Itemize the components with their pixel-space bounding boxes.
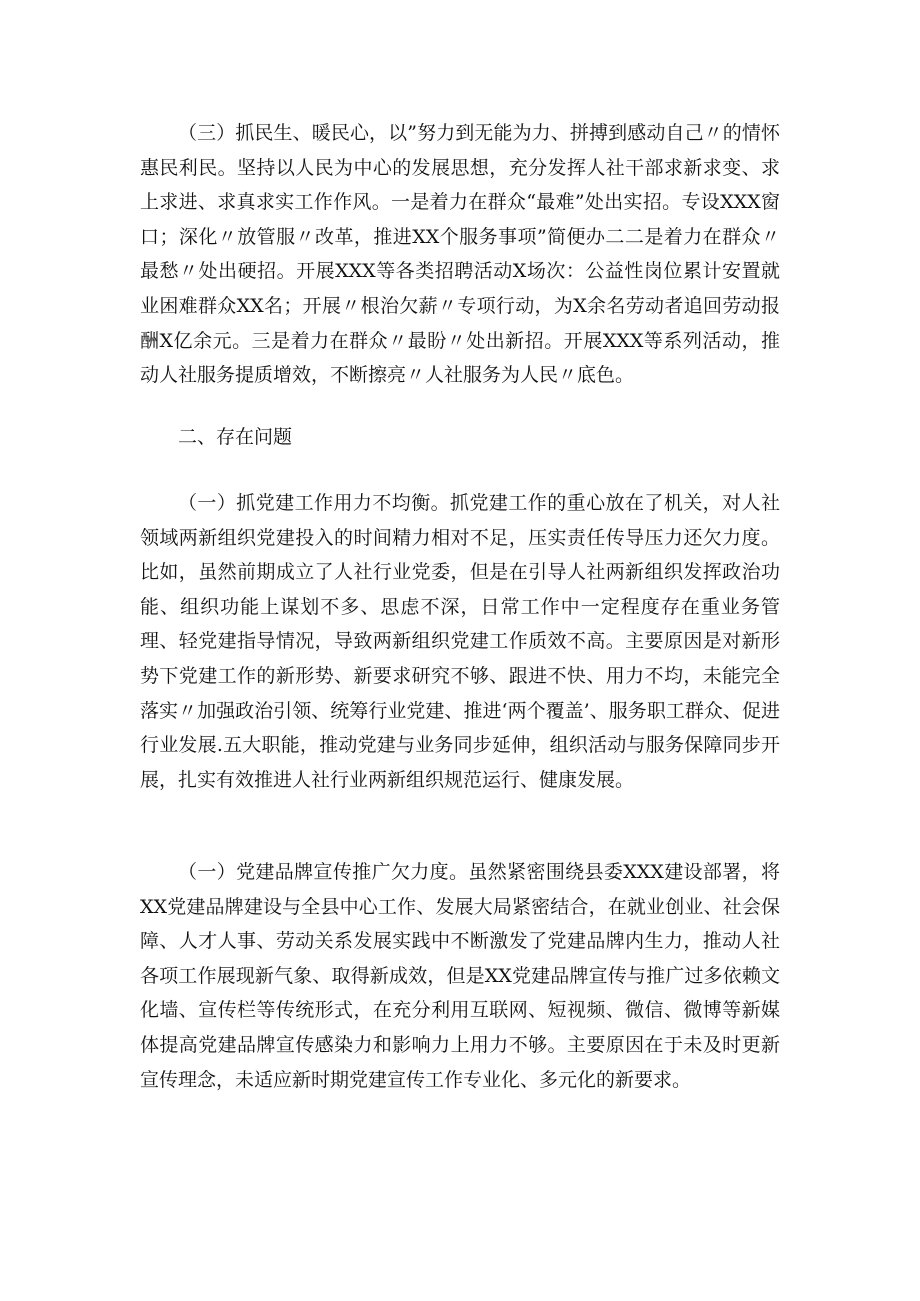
paragraph-party-building-imbalance: （一）抓党建工作用力不均衡。抓党建工作的重心放在了机关，对人社领域两新组织党建投入的时间精力相对不足，压实责任传导压力还欠力度。比如，虽然前期成立了人社行业党委，但是在引导人社两新组织发挥政治功能、组织功能上谋划不多、思虑不深，日常工作中一定程度存在重业务管理、轻党建指导情况，导致两新组织党建工作质效不高。主要原因是对新形势下党建工作的新形势、新要求研究不够、跟进不快、用力不均，未能完全落实〃加强政治引领、统筹行业党建、推进‘两个覆盖’、服务职工群众、促进行业发展.五大职能，推动党建与业务同步延伸，组织活动与服务保障同步开展，扎实有效推进人社行业两新组织规范运行、健康发展。 <box>140 492 780 791</box>
paragraph-brand-promotion: （一）党建品牌宣传推广欠力度。虽然紧密围绕县委XXX建设部署，将XX党建品牌建设与全县中心工作、发展大局紧密结合，在就业创业、社会保障、人才人事、劳动关系发展实践中不断激发了党建品牌内生力，推动人社各项工作展现新气象、取得新成效，但是XX党建品牌宣传与推广过多依赖文化墙、宣传栏等传统形式，在充分利用互联网、短视频、微信、微博等新媒体提高党建品牌宣传感染力和影响力上用力不够。主要原因在于未及时更新宣传理念，未适应新时期党建宣传工作专业化、多元化的新要求。 <box>140 861 780 1091</box>
paragraph-people-livelihood: （三）抓民生、暖民心，以”努力到无能为力、拼搏到感动自己〃的情怀惠民利民。坚持以人民为中心的发展思想，充分发挥人社干部求新求变、求上求进、求真求实工作作风。一是着力在群众“最难”处出实招。专设XXX窗口；深化〃放管服〃改革，推进XX个服务事项”简便办二二是着力在群众〃最愁〃处出硬招。开展XXX等各类招聘活动X场次：公益性岗位累计安置就业困难群众XX名；开展〃根治欠薪〃专项行动，为X余名劳动者追回劳动报酬X亿余元。三是着力在群众〃最盼〃处出新招。开展XXX等系列活动，推动人社服务提质增效，不断擦亮〃人社服务为人民〃底色。 <box>140 122 780 387</box>
section-heading-existing-problems: 二、存在问题 <box>178 426 293 448</box>
